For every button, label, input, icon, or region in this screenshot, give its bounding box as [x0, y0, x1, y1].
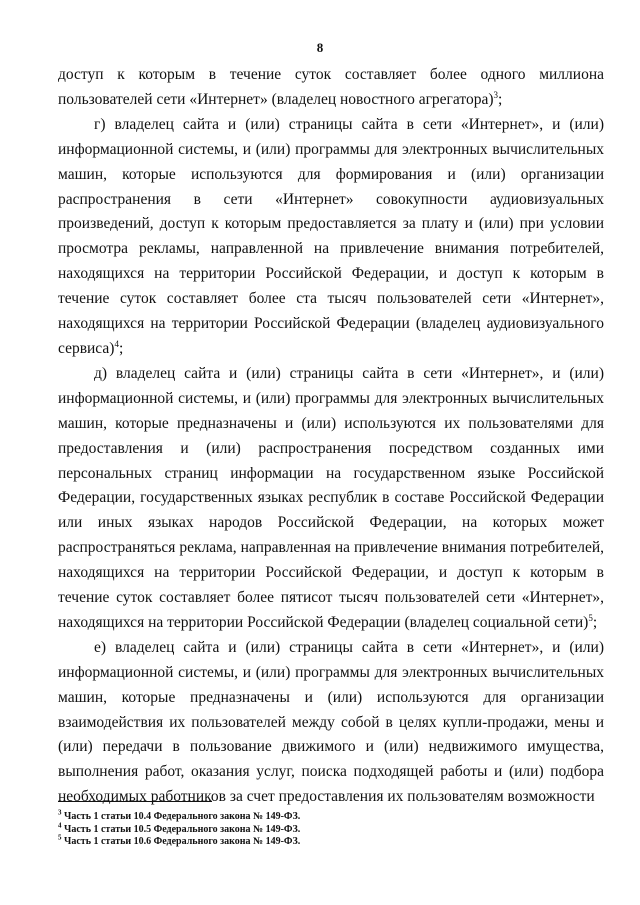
footnotes — [58, 808, 604, 849]
footnote-3 — [58, 808, 604, 824]
footnote-number: 4 — [58, 821, 62, 830]
paragraph-d — [58, 362, 604, 636]
footnote-ref: 5 — [588, 612, 593, 623]
paragraph-text: г) владелец сайта и (или) страницы сайта в сети «Интернет», и (или) информационной системы, и (или) программы для электронных вычислительных машин, которые используются для формирования и (или) организации распространения в сети «Интернет» совокупности аудиовизуальных произведений, доступ к которым предоставляется за плату и (или) при условии просмотра рекламы, направленной на привлечение внимания потребителей, находящихся на территории Российской Федерации, и доступ к которым в течение суток составляет более ста тысяч пользователей сети «Интернет», находящихся на территории Российской Федерации (владелец аудиовизуального сервиса) — [58, 115, 604, 357]
footnote-4 — [58, 821, 604, 837]
paragraph-text: е) владелец сайта и (или) страницы сайта в сети «Интернет», и (или) информационной системы, и (или) программы для электронных вычислительных машин, которые предназначены и (или) используются для организации взаимодействия их пользователей между собой в целях купли-продажи, мены и (или) передачи в пользование движимого и (или) недвижимого имущества, выполнения работ, оказания услуг, поиска подходящей работы и (или) подбора необходимых работников за счет предоставления их пользователям возможности — [58, 638, 604, 806]
footnote-text: Часть 1 статьи 10.6 Федерального закона № 149-ФЗ. — [64, 836, 301, 847]
footnote-number: 5 — [58, 833, 62, 842]
footnote-5 — [58, 833, 604, 849]
paragraph-end: ; — [118, 339, 124, 357]
paragraph-end: ; — [592, 613, 598, 631]
paragraph-text: д) владелец сайта и (или) страницы сайта в сети «Интернет», и (или) информационной системы, и (или) программы для электронных вычислительных машин, которые предназначены и (или) используются их пользователями для предоставления и (или) распространения посредством созданных ими персональных страниц информации на государственном языке Российской Федерации, государственных языках республик в составе Российской Федерации или иных языках народов Российской Федерации, на которых может распространяться реклама, направленная на привлечение внимания потребителей, находящихся на территории Российской Федерации, и доступ к которым в течение суток составляет более пятисот тысяч пользователей сети «Интернет», находящихся на территории Российской Федерации (владелец социальной сети) — [58, 364, 604, 631]
footnote-ref: 3 — [493, 89, 499, 100]
page-number: 8 — [316, 40, 324, 55]
footnote-text: Часть 1 статьи 10.4 Федерального закона № 149-ФЗ. — [64, 811, 301, 822]
footnote-text: Часть 1 статьи 10.5 Федерального закона № 149-ФЗ. — [64, 823, 301, 835]
paragraph-text: доступ к которым в течение суток составляет более одного миллиона пользователей сети «Интернет» (владелец новостного агрегатора) — [58, 66, 604, 108]
paragraph-end: ; — [498, 90, 503, 108]
paragraph-e — [58, 636, 604, 810]
paragraph-g — [58, 113, 604, 362]
body-text — [58, 63, 604, 810]
footnote-number: 3 — [58, 808, 62, 817]
paragraph-continuation — [58, 63, 604, 113]
footnote-separator — [58, 801, 212, 802]
footnote-ref: 4 — [114, 338, 119, 349]
